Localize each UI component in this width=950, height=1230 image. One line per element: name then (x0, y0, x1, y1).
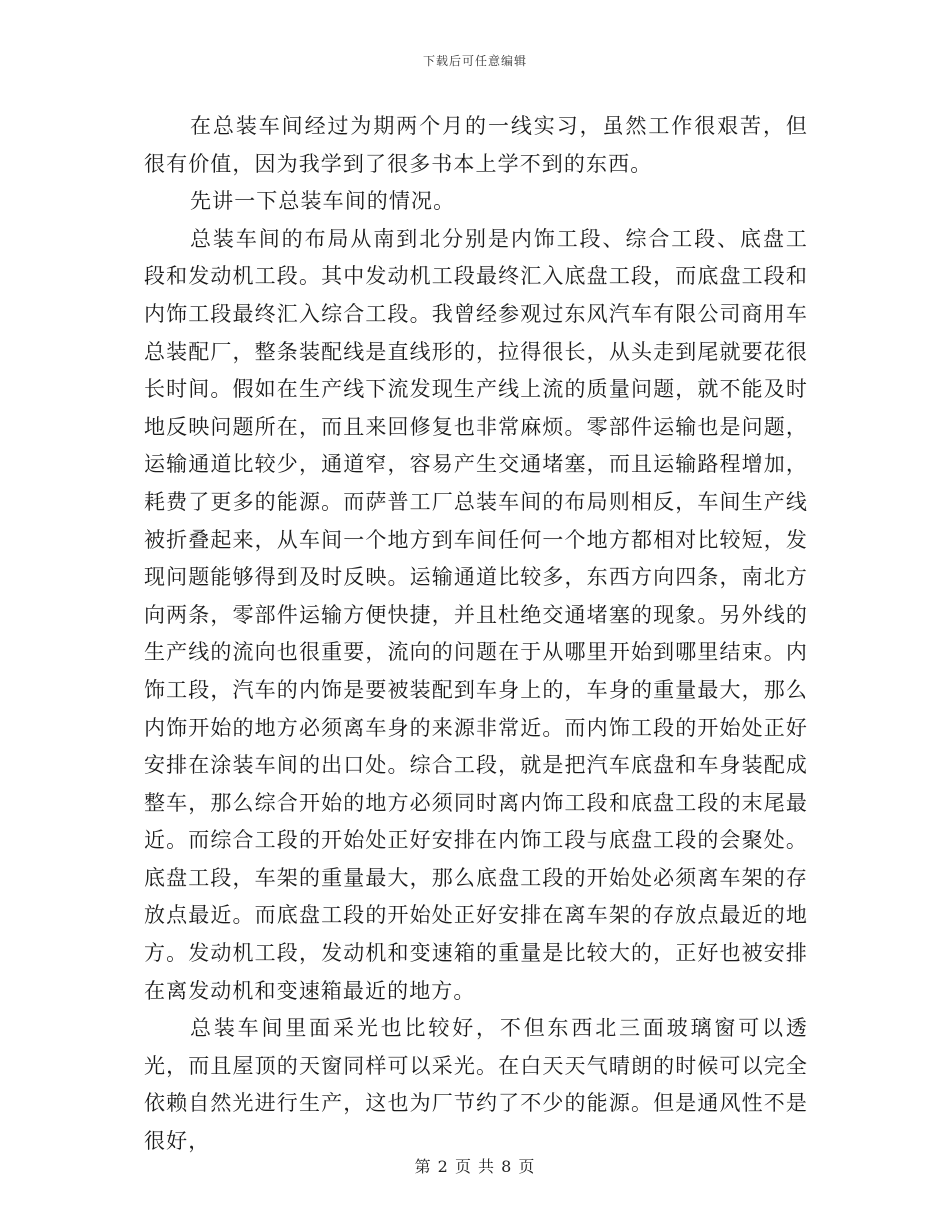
paragraph-intro: 在总装车间经过为期两个月的一线实习，虽然工作很艰苦，但很有价值，因为我学到了很多书本上学不到的东西。 (144, 114, 808, 176)
page-header-note: 下载后可任意编辑 (422, 54, 527, 68)
document-body (144, 108, 808, 1161)
paragraph-overview-lead: 先讲一下总装车间的情况。 (190, 189, 456, 214)
paragraph-layout: 总装车间的布局从南到北分别是内饰工段、综合工段、底盘工段和发动机工段。其中发动机工段最终汇入底盘工段，而底盘工段和内饰工段最终汇入综合工段。我曾经参观过东风汽车有限公司商用车总装配厂，整条装配线是直线形的，拉得很长，从头走到尾就要花很长时间。假如在生产线下流发现生产线上流的质量问题，就不能及时地反映问题所在，而且来回修复也非常麻烦。零部件运输也是问题，运输通道比较少，通道窄，容易产生交通堵塞，而且运输路程增加，耗费了更多的能源。而萨普工厂总装车间的布局则相反，车间生产线被折叠起来，从车间一个地方到车间任何一个地方都相对比较短，发现问题能够得到及时反映。运输通道比较多，东西方向四条，南北方向两条，零部件运输方便快捷，并且杜绝交通堵塞的现象。另外线的生产线的流向也很重要，流向的问题在于从哪里开始到哪里结束。内饰工段，汽车的内饰是要被装配到车身上的，车身的重量最大，那么内饰开始的地方必须离车身的来源非常近。而内饰工段的开始处正好安排在涂装车间的出口处。综合工段，就是把汽车底盘和车身装配成整车，那么综合开始的地方必须同时离内饰工段和底盘工段的末尾最近。而综合工段的开始处正好安排在内饰工段与底盘工段的会聚处。底盘工段，车架的重量最大，那么底盘工段的开始处必须离车架的存放点最近。而底盘工段的开始处正好安排在离车架的存放点最近的地方。发动机工段，发动机和变速箱的重量是比较大的，正好也被安排在离发动机和变速箱最近的地方。 (144, 226, 808, 1003)
page-number-footer: 第 2 页 共 8 页 (414, 1157, 536, 1176)
paragraph-lighting: 总装车间里面采光也比较好，不但东西北三面玻璃窗可以透光，而且屋顶的天窗同样可以采光。在白天天气晴朗的时候可以完全依赖自然光进行生产，这也为厂节约了不少的能源。但是通风性不是很好， (144, 1016, 808, 1154)
